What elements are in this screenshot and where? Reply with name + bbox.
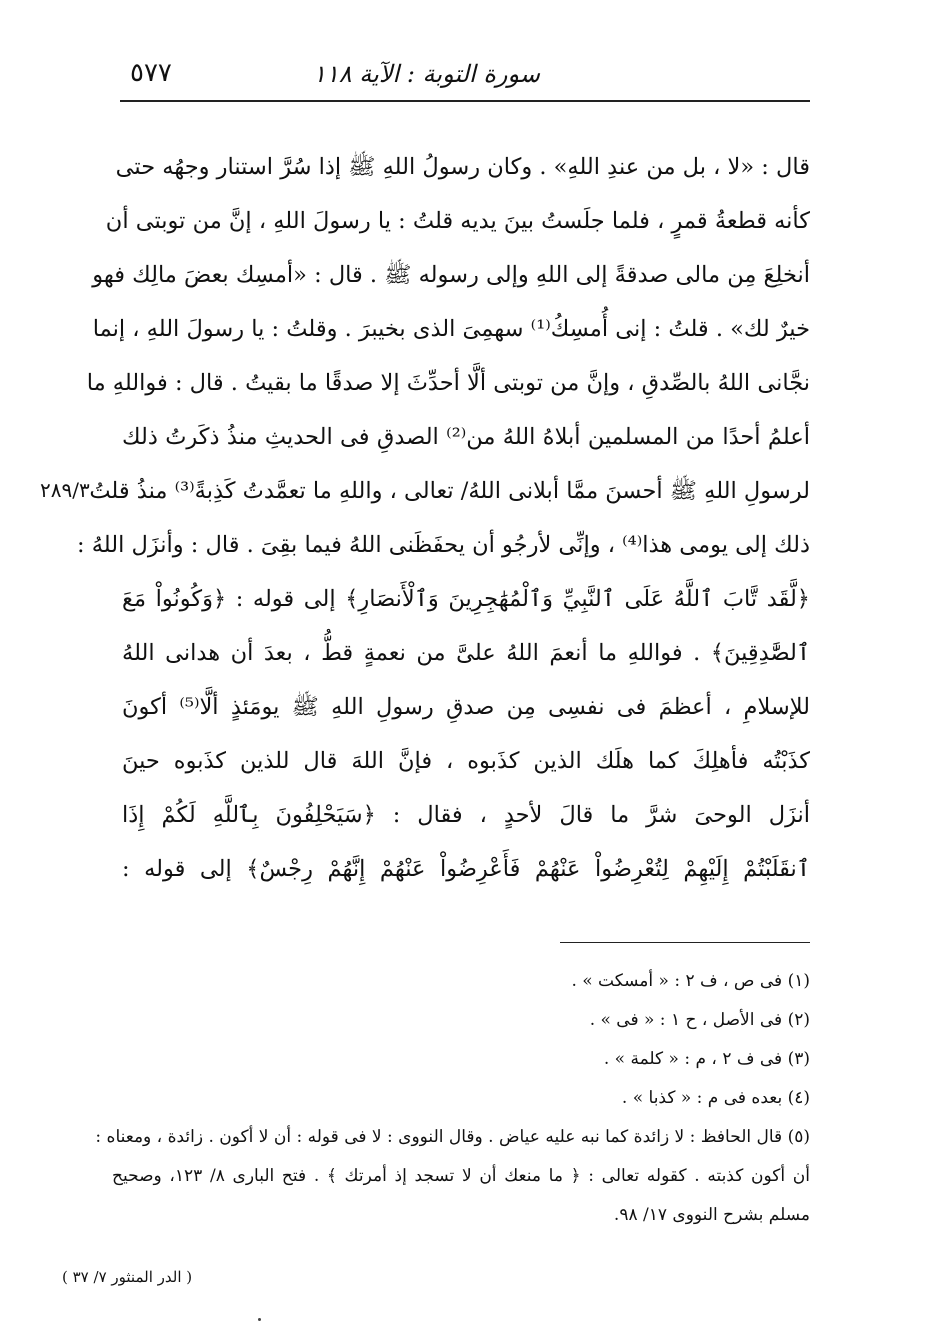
- text-line: خيرٌ لك» . قلتُ : إنى أُمسِكُ⁽¹⁾ سهمِىَ الذى بخيبرَ . وقلتُ : يا رسولَ اللهِ ، إنما: [92, 316, 810, 342]
- header-divider: [120, 100, 810, 102]
- text-line: لرسولِ اللهِ ﷺ أحسنَ ممَّا أبلانى اللهُ/ تعالى ، واللهِ ما تعمَّدتُ كَذِبةً⁽³⁾ منذُ قلتُ: [89, 478, 810, 504]
- footnote-continuation: مسلم بشرح النووى ١٧/ ٩٨.: [613, 1205, 810, 1225]
- footnote-divider: [560, 942, 810, 943]
- text-line: نجَّانى اللهُ بالصِّدقِ ، وإنَّ من توبتى ألَّا أحدِّثَ إلا صدقًا ما بقيتُ . قال : فواللهِ ما: [86, 370, 810, 396]
- text-line: ذلك إلى يومى هذا⁽⁴⁾ ، وإنِّى لأرجُو أن يحفَظَنى اللهُ فيما بقِىَ . قال : وأنزَل اللهُ :: [76, 532, 810, 558]
- main-text: [76, 140, 811, 896]
- footnote: (٣) فى ف ٢ ، م : « كلمة » .: [603, 1049, 810, 1069]
- footnotes: [95, 962, 810, 1235]
- text-line: كذَبْتُه فأهلِكَ كما هلَك الذين كذَبوه ، فإنَّ اللهَ قال للذين كذَبوه حينَ: [122, 748, 810, 774]
- text-line: قال : «لا ، بل من عندِ اللهِ» . وكان رسولُ اللهِ ﷺ إذا سُرَّ استنار وجهُه حتى: [115, 154, 810, 180]
- page-header: [120, 58, 810, 98]
- margin-reference: ٢٨٩/٣: [40, 478, 90, 502]
- scan-speck: [258, 1318, 261, 1321]
- footnote: (٥) قال الحافظ : لا زائدة كما نبه عليه عياض . وقال النووى : لا فى قوله : أن لا أكون . زائدة ، ومعناه :: [95, 1127, 810, 1147]
- text-line: ٱنقَلَبْتُمْ إِلَيْهِمْ لِتُعْرِضُواْ عَنْهُمْ فَأَعْرِضُواْ عَنْهُمْ إِنَّهُمْ رِجْسٌ﴾ إلى قوله :: [122, 856, 810, 882]
- footnote: (٤) بعده فى م : « كذبا » .: [621, 1088, 810, 1108]
- footnote-continuation: أن أكون كذبته . كقوله تعالى : ﴿ ما منعك أن لا تسجد إذ أمرتك ﴾ . فتح البارى ٨/ ١٢٣، وصحيح: [112, 1166, 810, 1186]
- running-title: سورة التوبة : الآية ١١٨: [312, 60, 540, 88]
- text-line: أعلمُ أحدًا من المسلمين أبلاهُ اللهُ من⁽²⁾ الصدقِ فى الحديثِ منذُ ذكَرتُ ذلك: [122, 424, 811, 450]
- footnote: (١) فى ص ، ف ٢ : « أمسكت » .: [571, 971, 810, 991]
- text-line: أنزَل الوحىَ شرَّ ما قالَ لأحدٍ ، فقال : ﴿سَيَحْلِفُونَ بِٱللَّهِ لَكُمْ إِذَا: [122, 802, 810, 828]
- source-note: ( الدر المنثور ٧/ ٣٧ ): [62, 1268, 193, 1286]
- footnote: (٢) فى الأصل ، ح ١ : « فى » .: [589, 1010, 810, 1030]
- text-line: ٱلصَّٰدِقِينَ﴾ . فواللهِ ما أنعمَ اللهُ علىَّ من نعمةٍ قطُّ ، بعدَ أن هدانى اللهُ: [122, 640, 810, 666]
- text-line: كأنه قطعةُ قمرٍ ، فلما جلَستُ بينَ يديه قلتُ : يا رسولَ اللهِ ، إنَّ من توبتى أن: [105, 208, 810, 234]
- text-line: ﴿لَّقَد تَّابَ ٱللَّهُ عَلَى ٱلنَّبِيِّ وَٱلْمُهَٰجِرِينَ وَٱلْأَنصَارِ﴾ إلى قوله : ﴿وَكُونُواْ مَعَ: [122, 586, 810, 612]
- page-number: ٥٧٧: [130, 58, 172, 88]
- text-line: للإسلامِ ، أعظمَ فى نفسِى مِن صدقِ رسولِ اللهِ ﷺ يومَئذٍ ألَّا⁽⁵⁾ أكونَ: [122, 694, 810, 720]
- text-line: أنخلِعَ مِن مالى صدقةً إلى اللهِ وإلى رسوله ﷺ . قال : «أمسِك بعضَ مالِك فهو: [92, 262, 810, 288]
